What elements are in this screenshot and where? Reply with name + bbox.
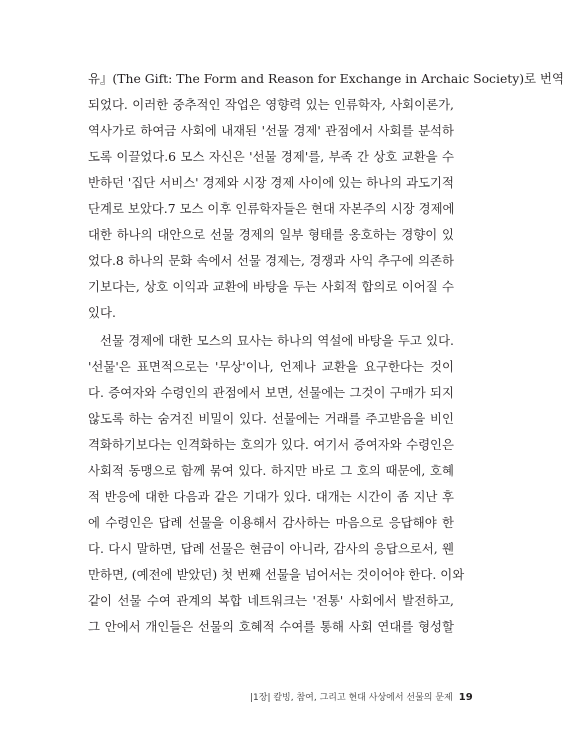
text-line: 기보다는, 상호 이익과 교환에 바탕을 두는 사회적 합의로 이어질 수 bbox=[88, 279, 454, 294]
text-line: 다. 증여자와 수령인의 관점에서 보면, 선물에는 그것이 구매가 되지 bbox=[88, 385, 454, 400]
text-line: 반하던 '집단 서비스' 경제와 시장 경제 사이에 있는 하나의 과도기적 bbox=[88, 175, 454, 190]
text-line: 역사가로 하여금 사회에 내재된 '선물 경제' 관점에서 사회를 분석하 bbox=[88, 123, 454, 138]
text-line: 대한 하나의 대안으로 선물 경제의 일부 형태를 옹호하는 경향이 있 bbox=[88, 227, 454, 242]
text-line: 적 반응에 대한 다음과 같은 기대가 있다. 대개는 시간이 좀 지난 후 bbox=[88, 489, 454, 504]
body-text bbox=[88, 66, 564, 640]
running-head: |1장| 칼빙, 참여, 그리고 현대 사상에서 선물의 문제 bbox=[250, 693, 453, 703]
paragraph-1 bbox=[88, 66, 564, 326]
page-number: 19 bbox=[458, 692, 473, 703]
text-line: 같이 선물 수여 관계의 복합 네트워크는 '전통' 사회에서 발전하고, bbox=[88, 593, 454, 608]
text-line: 만하면, (예전에 받았던) 첫 번째 선물을 넘어서는 것이어야 한다. 이와 bbox=[88, 567, 465, 582]
text-line: 에 수령인은 답례 선물을 이용해서 감사하는 마음으로 응답해야 한 bbox=[88, 515, 454, 530]
text-line: 유』(The Gift: The Form and Reason for Exchange in Archaic Society)로 번역 bbox=[88, 71, 564, 86]
text-line: 격화하기보다는 인격화하는 호의가 있다. 여기서 증여자와 수령인은 bbox=[88, 437, 454, 452]
text-line: 그 안에서 개인들은 선물의 호혜적 수여를 통해 사회 연대를 형성할 bbox=[88, 619, 454, 634]
text-line: 었다.8 하나의 문화 속에서 선물 경제는, 경쟁과 사익 추구에 의존하 bbox=[88, 253, 454, 268]
text-line: 다. 다시 말하면, 답례 선물은 현금이 아니라, 감사의 응답으로서, 웬 bbox=[88, 541, 454, 556]
text-line: 되었다. 이러한 중추적인 작업은 영향력 있는 인류학자, 사회이론가, bbox=[88, 97, 454, 112]
text-line: 않도록 하는 숨겨진 비밀이 있다. 선물에는 거래를 주고받음을 비인 bbox=[88, 411, 454, 426]
text-line: 도록 이끌었다.6 모스 자신은 '선물 경제'를, 부족 간 상호 교환을 수 bbox=[88, 149, 454, 164]
text-line: '선물'은 표면적으로는 '무상'이나, 언제나 교환을 요구한다는 것이 bbox=[88, 359, 454, 374]
text-line: 있다. bbox=[88, 305, 116, 320]
text-line: 선물 경제에 대한 모스의 묘사는 하나의 역설에 바탕을 두고 있다. bbox=[100, 333, 454, 348]
text-line: 단계로 보았다.7 모스 이후 인류학자들은 현대 자본주의 시장 경제에 bbox=[88, 201, 455, 216]
paragraph-2 bbox=[88, 328, 465, 640]
page-footer bbox=[250, 690, 473, 706]
text-line: 사회적 동맹으로 함께 묶여 있다. 하지만 바로 그 호의 때문에, 호혜 bbox=[88, 463, 454, 478]
